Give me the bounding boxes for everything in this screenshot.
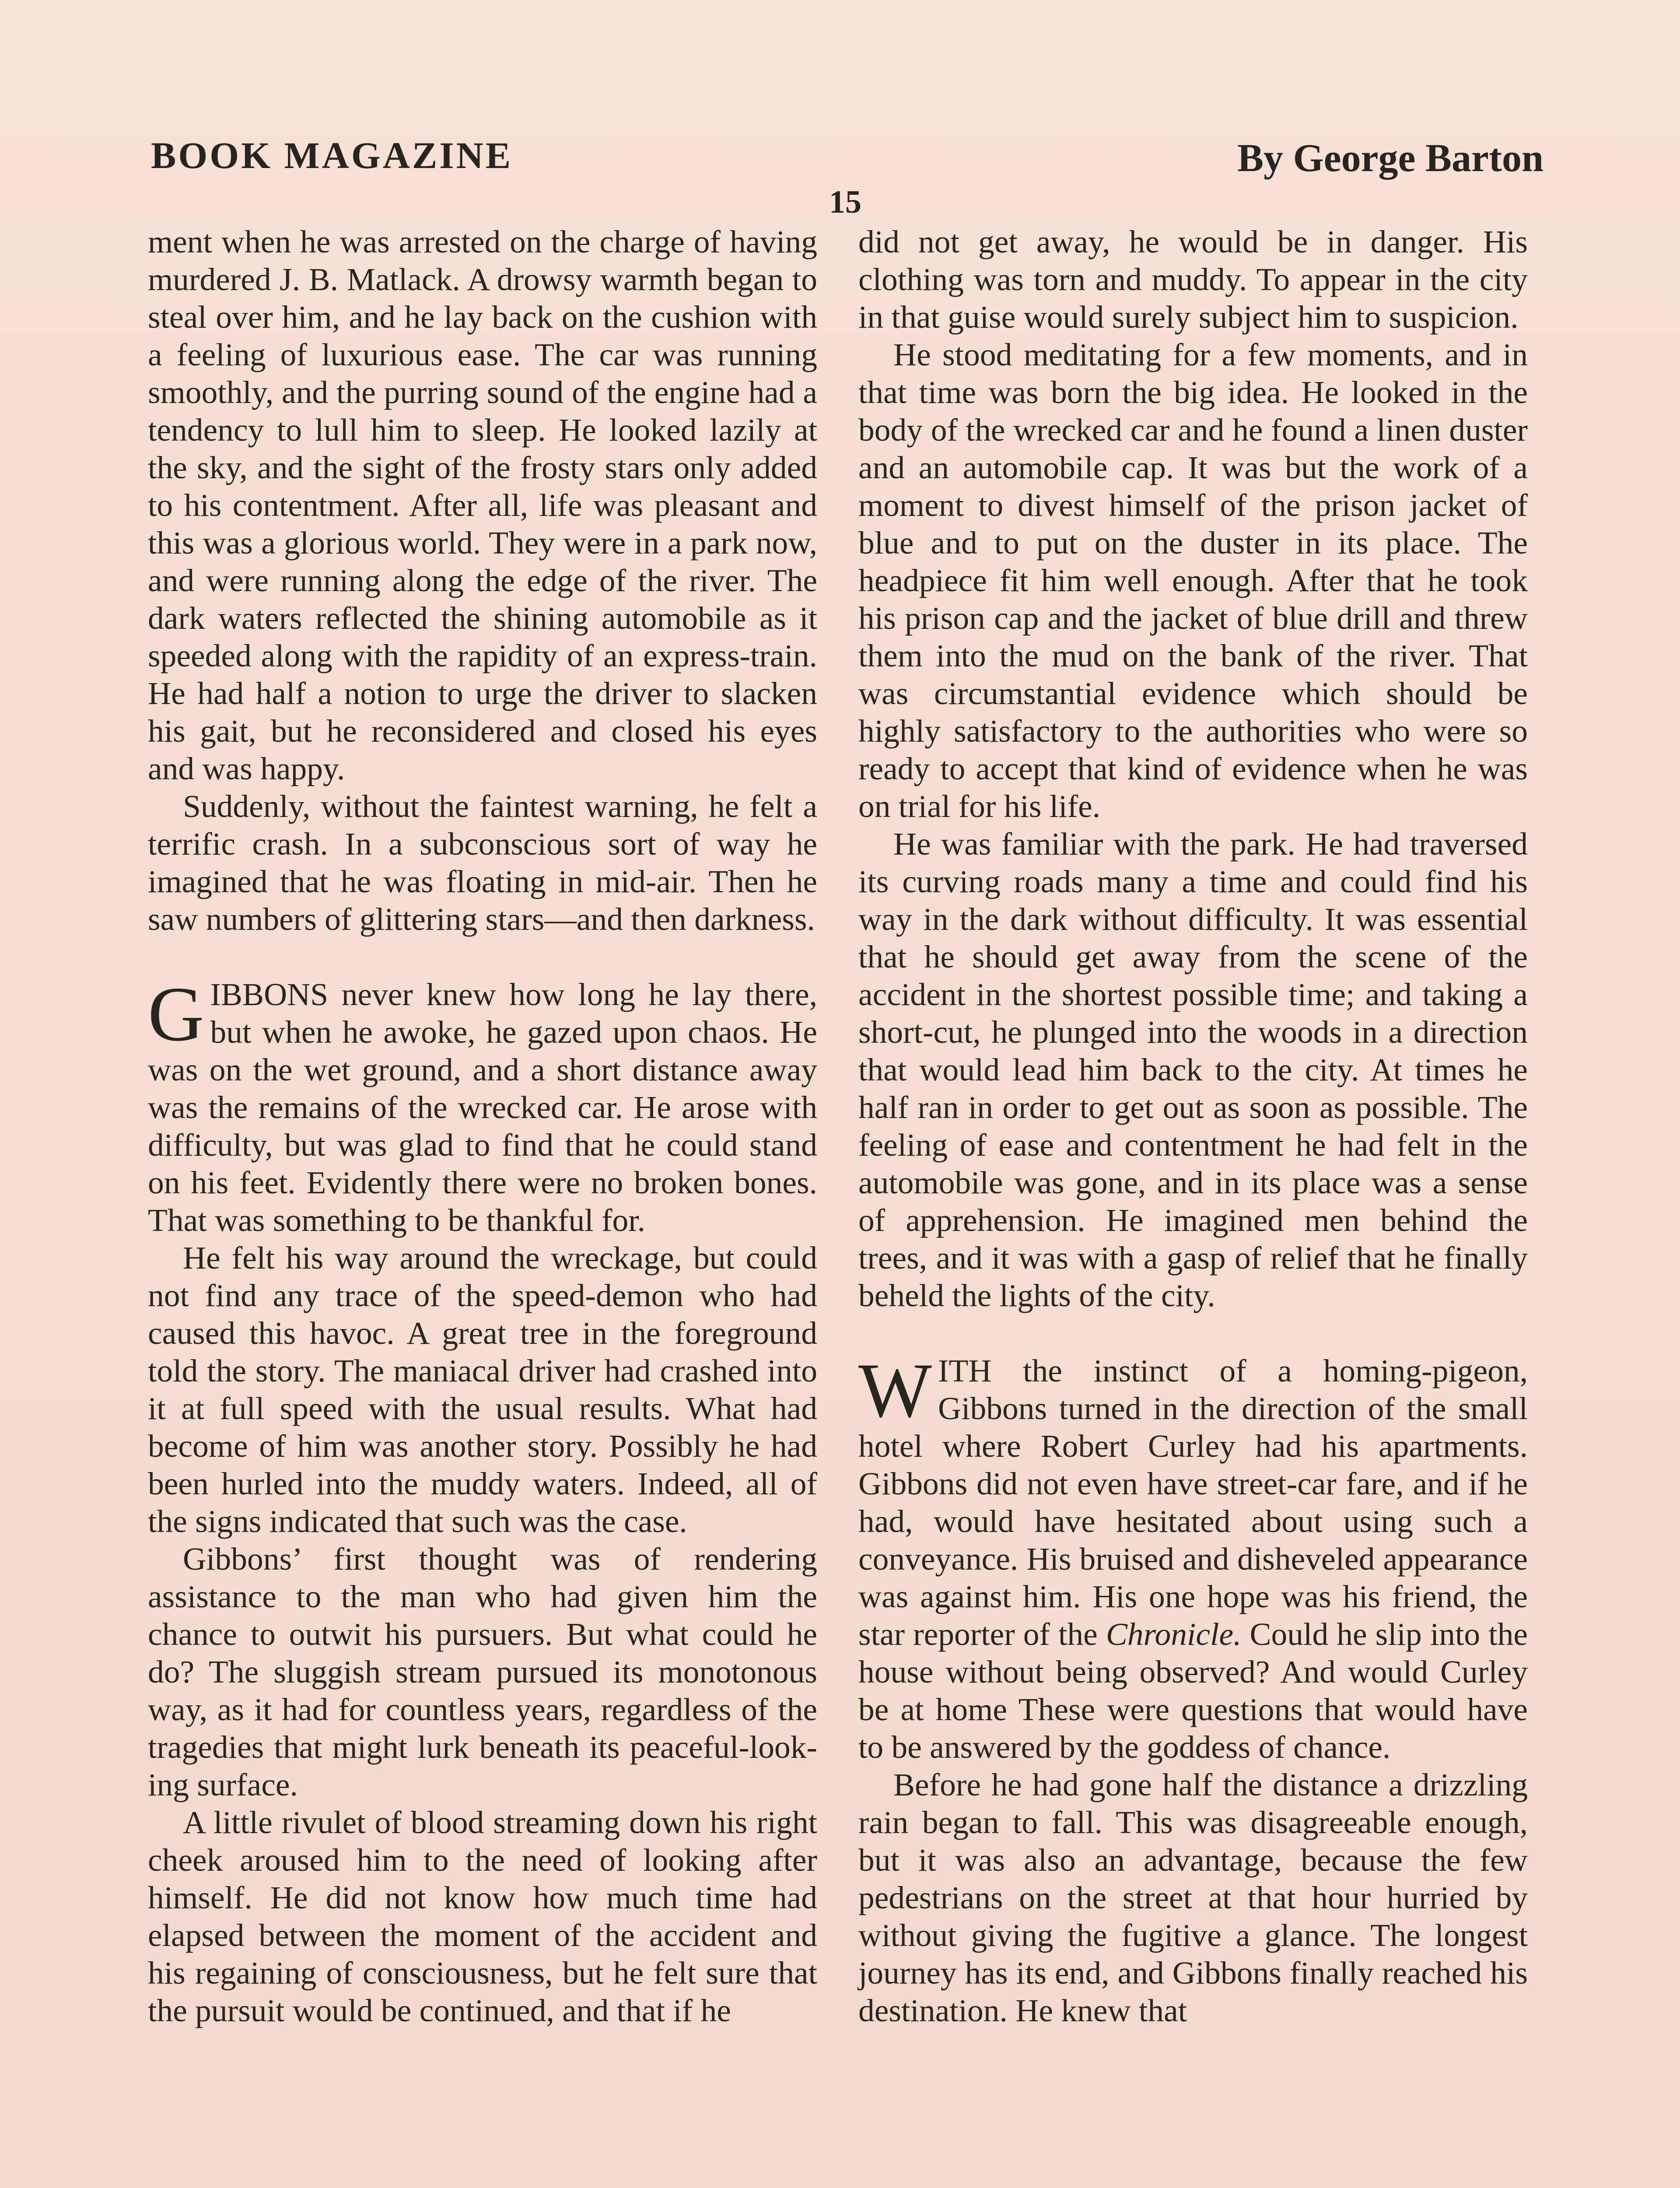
paragraph: He stood meditating for a few moments, and in that time was born the big idea. He looked in the body of the wrecked car and he found a linen duster and an automobile cap. It was but the work of a moment to divest himself of the prison jacket of blue and to put on the duster in its place. The headpiece fit him well enough. After that he took his prison cap and the jacket of blue drill and threw them into the mud on the bank of the river. That was circumstantial evidence which should be highly satisfactory to the authorities who were so ready to accept that kind of evidence when he was on trial for his life. bbox=[858, 337, 1528, 824]
left-column bbox=[148, 223, 817, 2030]
paragraph: did not get away, he would be in danger. His clothing was torn and muddy. To appear in the city in that guise would surely subject him to suspicion. bbox=[858, 224, 1528, 335]
magazine-title: BOOK MAGAZINE bbox=[151, 134, 513, 176]
page-number: 15 bbox=[829, 184, 861, 220]
paragraph: He was familiar with the park. He had traversed its curving roads many a time and could find his way in the dark without difficulty. It was essential that he should get away from the scene of the accident in the shortest possible time; and taking a short-cut, he plunged into the woods in a direction that would lead him back to the city. At times he half ran in order to get out as soon as possible. The feeling of ease and contentment he had felt in the automobile was gone, and in its place was a sense of apprehension. He imagined men behind the trees, and it was with a gasp of relief that he finally beheld the lights of the city. bbox=[858, 826, 1528, 1313]
paragraph: Before he had gone half the distance a drizzling rain began to fall. This was disagreeable enough, but it was also an advantage, because the few pedestrians on the street at that hour hurried by without giving the fugitive a glance. The longest journey has its end, and Gibbons finally reached his destination. He knew that bbox=[858, 1767, 1528, 2028]
right-column bbox=[858, 223, 1528, 2030]
section-paragraph bbox=[148, 971, 817, 1239]
paragraph: ment when he was arrested on the charge of having murdered J. B. Matlack. A drowsy warmth began to steal over him, and he lay back on the cushion with a feeling of luxurious ease. The car was running smoothly, and the purring sound of the engine had a tendency to lull him to sleep. He looked lazily at the sky, and the sight of the frosty stars only added to his contentment. After all, life was pleasant and this was a glorious world. They were in a park now, and were running along the edge of the river. The dark waters reflected the shining automobile as it speeded along with the rapidity of an express-train. He had half a notion to urge the driver to slacken his gait, but he reconsidered and closed his eyes and was happy. bbox=[148, 224, 817, 786]
drop-cap: W bbox=[858, 1347, 932, 1434]
paragraph: Suddenly, without the faintest warning, he felt a terrific crash. In a subconscious sort of way he imagined that he was floating in mid-air. Then he saw numbers of glittering stars—and then darkness. bbox=[148, 789, 817, 937]
drop-cap: G bbox=[148, 971, 204, 1057]
author-byline: By George Barton bbox=[1237, 137, 1544, 180]
paragraph: A little rivulet of blood streaming down his right cheek aroused him to the need of looking after himself. He did not know how much time had elapsed between the moment of the accident and his regaining of consciousness, but he felt sure that the pursuit would be continued, and that if he bbox=[148, 1805, 817, 2028]
paragraph: Gibbons’ first thought was of rendering assistance to the man who had given him the chance to outwit his pursuers. But what could he do? The sluggish stream pursued its monotonous way, as it had for countless years, regardless of the tragedies that might lurk beneath its peaceful-looking surface. bbox=[148, 1541, 817, 1802]
newspaper-name: Chronicle. bbox=[1106, 1616, 1242, 1652]
paragraph-text-tail: Could he slip into the house without being observed? And would Curley be at home These were questions that would have to be answered by the goddess of chance. bbox=[858, 1616, 1528, 1765]
paragraph-text: ITH the instinct of a homing-pigeon, Gibbons turned in the direction of the small hotel where Robert Curley had his apartments. Gibbons did not even have street-car fare, and if he had, would have hesitated about using such a conveyance. His bruised and disheveled appearance was against him. His one hope was his friend, the star reporter of the bbox=[858, 1353, 1528, 1652]
paragraph-text: IBBONS never knew how long he lay there, but when he awoke, he gazed upon chaos. He was on the wet ground, and a short distance away was the remains of the wrecked car. He arose with difficulty, but was glad to find that he could stand on his feet. Evidently there were no broken bones. That was something to be thankful for. bbox=[148, 977, 817, 1238]
section-paragraph bbox=[858, 1347, 1528, 1766]
paragraph: He felt his way around the wreckage, but could not find any trace of the speed-demon who had caused this havoc. A great tree in the foreground told the story. The maniacal driver had crashed into it at full speed with the usual results. What had become of him was another story. Possibly he had been hurled into the muddy waters. Indeed, all of the signs indicated that such was the case. bbox=[148, 1240, 817, 1539]
